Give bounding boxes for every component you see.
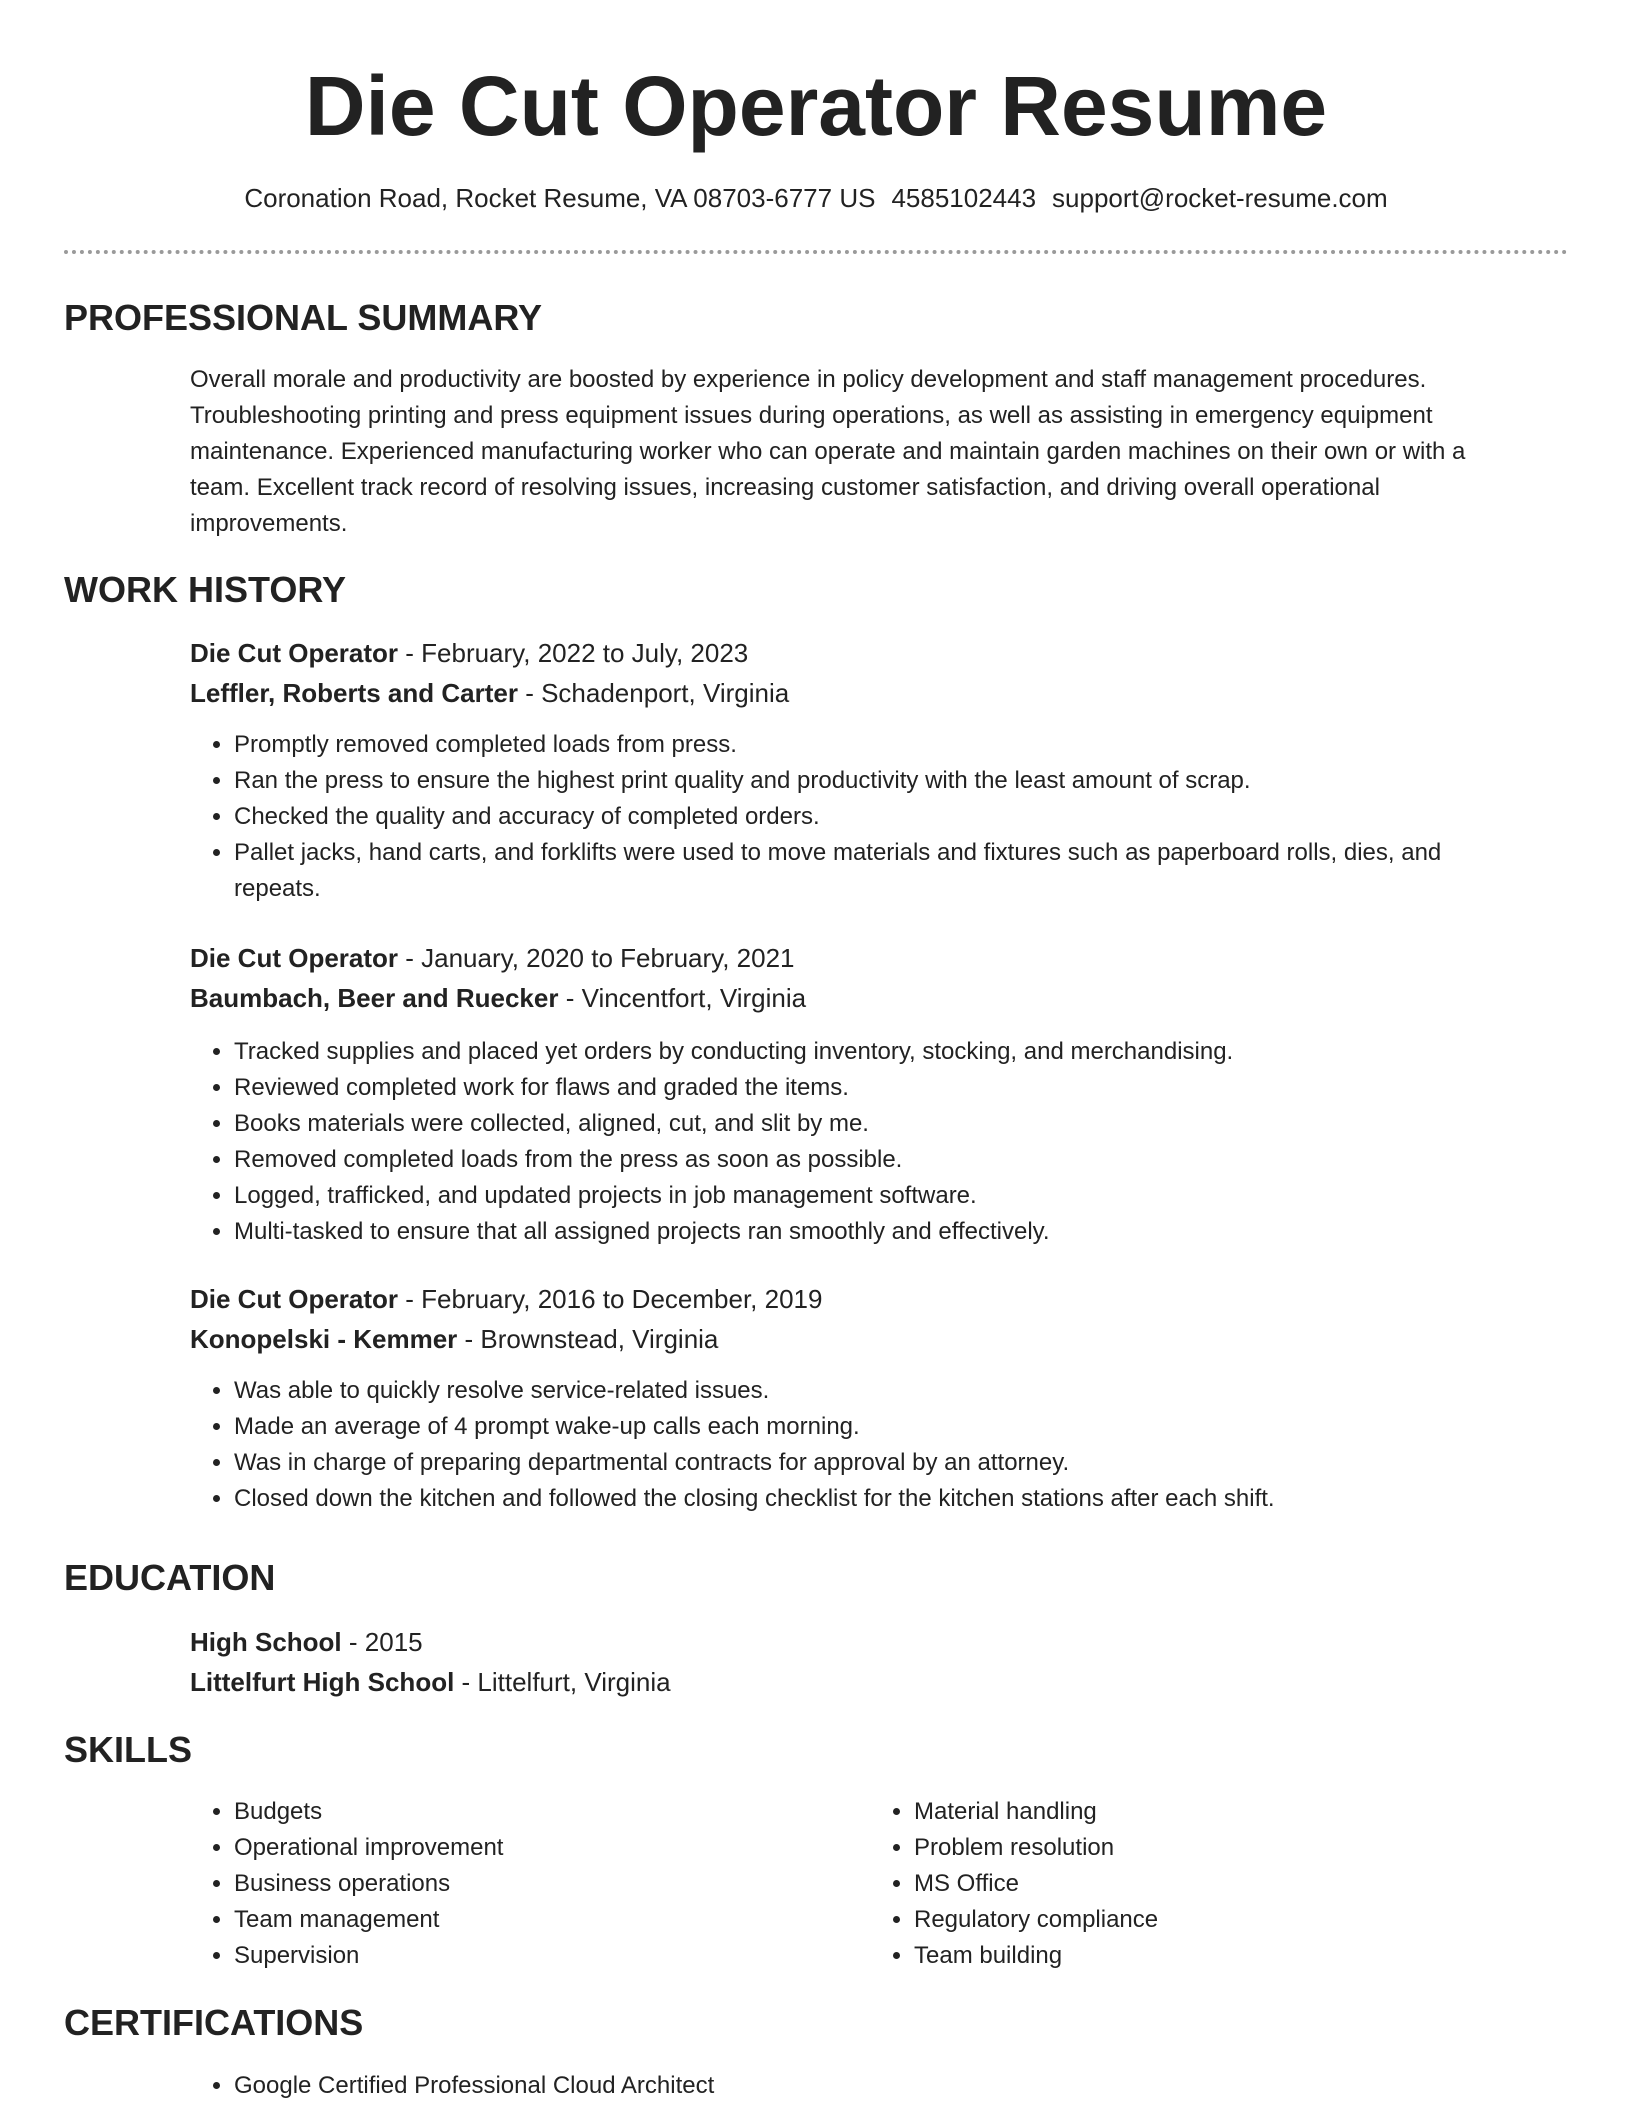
skills-column-1 (190, 1794, 874, 1974)
job-location: - Schadenport, Virginia (517, 678, 790, 708)
job-duties-list (190, 1373, 1520, 1517)
skill-item: • Operational improvement (234, 1830, 874, 1866)
job-entry-3 (190, 1279, 1520, 1517)
skill-item: • Team management (234, 1902, 874, 1938)
list-item: • Multi-tasked to ensure that all assigned projects ran smoothly and effectively. (234, 1214, 1520, 1250)
list-item: • Pallet jacks, hand carts, and forklifts were used to move materials and fixtures such as paperboard rolls, dies, and repeats. (234, 835, 1520, 907)
skill-item: • Material handling (914, 1794, 1554, 1830)
header-divider (64, 250, 1568, 254)
skill-item: • Supervision (234, 1938, 874, 1974)
education-degree-line (190, 1622, 1520, 1662)
work-history-heading: WORK HISTORY (64, 569, 347, 610)
skill-item: • Business operations (234, 1866, 874, 1902)
summary-text: Overall morale and productivity are boosted by experience in policy development and staff management procedures. Troubleshooting printing and press equipment issues during operations, as well as assisting in emergency equipment maintenance. Experienced manufacturing worker who can operate and maintain garden machines on their own or with a team. Excellent track record of resolving issues, increasing customer satisfaction, and driving overall operational improvements. (190, 366, 1466, 537)
education-degree: High School (190, 1627, 342, 1657)
skills-column-2 (870, 1794, 1554, 1974)
job-company-line (190, 673, 1520, 713)
list-item: • Made an average of 4 prompt wake-up calls each morning. (234, 1409, 1520, 1445)
skill-item: • Regulatory compliance (914, 1902, 1554, 1938)
list-item: • Books materials were collected, aligned, cut, and slit by me. (234, 1106, 1520, 1142)
education-year: - 2015 (341, 1627, 423, 1657)
job-company: Konopelski - Kemmer (190, 1324, 458, 1354)
contact-line (0, 180, 1632, 216)
job-location: - Brownstead, Virginia (457, 1324, 719, 1354)
list-item: • Was able to quickly resolve service-related issues. (234, 1373, 1520, 1409)
job-title-line (190, 1279, 1520, 1319)
list-item: • Tracked supplies and placed yet orders by conducting inventory, stocking, and merchandising. (234, 1034, 1520, 1070)
certifications-list-wrap (190, 2068, 1520, 2104)
list-item: • Closed down the kitchen and followed the closing checklist for the kitchen stations after each shift. (234, 1481, 1520, 1517)
contact-phone: 4585102443 (891, 183, 1037, 213)
education-heading: EDUCATION (64, 1557, 276, 1598)
skill-item: • Budgets (234, 1794, 874, 1830)
job-duties-list (190, 1034, 1520, 1250)
summary-heading: PROFESSIONAL SUMMARY (64, 297, 543, 338)
list-item: • Promptly removed completed loads from press. (234, 727, 1520, 763)
list-item: • Ran the press to ensure the highest print quality and productivity with the least amount of scrap. (234, 763, 1520, 799)
certification-item: • Google Certified Professional Cloud Architect (234, 2068, 1520, 2104)
contact-address: Coronation Road, Rocket Resume, VA 08703-6777 US (244, 183, 876, 213)
skill-item: • MS Office (914, 1866, 1554, 1902)
page-title: Die Cut Operator Resume (304, 59, 1328, 153)
job-company: Baumbach, Beer and Ruecker (190, 983, 559, 1013)
education-location: - Littelfurt, Virginia (454, 1667, 671, 1697)
list-item: • Reviewed completed work for flaws and graded the items. (234, 1070, 1520, 1106)
certifications-list (190, 2068, 1520, 2104)
education-school-line (190, 1662, 1520, 1702)
job-dates: - February, 2022 to July, 2023 (398, 638, 749, 668)
education-entry (190, 1622, 1520, 1702)
skill-item: • Problem resolution (914, 1830, 1554, 1866)
job-title-line (190, 633, 1520, 673)
list-item: • Was in charge of preparing departmental contracts for approval by an attorney. (234, 1445, 1520, 1481)
list-item: • Removed completed loads from the press as soon as possible. (234, 1142, 1520, 1178)
job-dates: - February, 2016 to December, 2019 (398, 1284, 823, 1314)
job-location: - Vincentfort, Virginia (558, 983, 807, 1013)
job-company-line (190, 978, 1520, 1018)
skills-heading: SKILLS (64, 1729, 193, 1770)
job-duties-list (190, 727, 1520, 907)
list-item: • Logged, trafficked, and updated projects in job management software. (234, 1178, 1520, 1214)
contact-email[interactable]: support@rocket-resume.com (1052, 183, 1388, 213)
job-entry-1 (190, 633, 1520, 907)
job-company-line (190, 1319, 1520, 1359)
certifications-heading: CERTIFICATIONS (64, 2002, 364, 2043)
job-title-line (190, 938, 1520, 978)
skill-item: • Team building (914, 1938, 1554, 1974)
job-company: Leffler, Roberts and Carter (190, 678, 518, 708)
job-title: Die Cut Operator (190, 943, 399, 973)
job-dates: - January, 2020 to February, 2021 (398, 943, 795, 973)
job-entry-2 (190, 938, 1520, 1250)
list-item: • Checked the quality and accuracy of completed orders. (234, 799, 1520, 835)
education-school: Littelfurt High School (190, 1667, 455, 1697)
job-title: Die Cut Operator (190, 1284, 399, 1314)
job-title: Die Cut Operator (190, 638, 399, 668)
